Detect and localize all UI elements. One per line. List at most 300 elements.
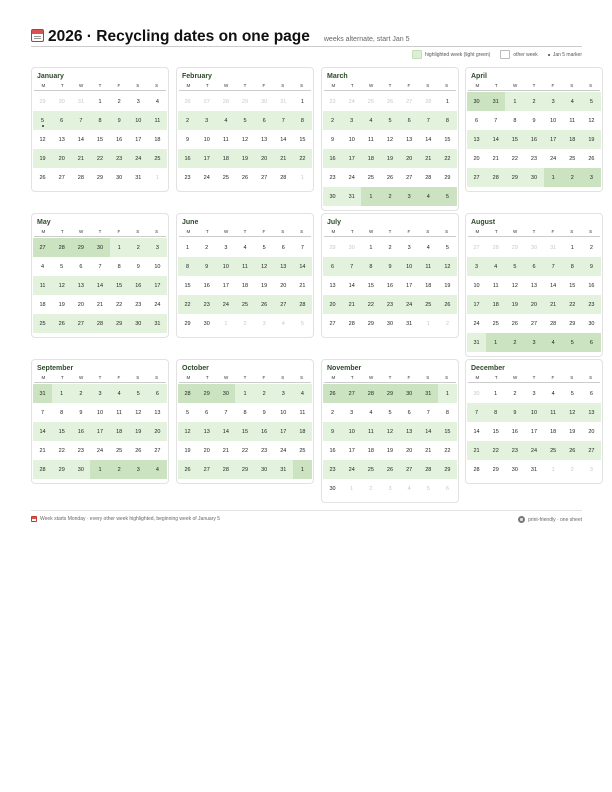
highlighted-week-row <box>323 422 457 441</box>
adjacent-month-day: 30 <box>473 390 480 397</box>
day-cell: 26 <box>135 447 142 454</box>
day-cell: 24 <box>96 447 104 454</box>
weekday-label: M <box>331 83 336 88</box>
day-cell: 16 <box>386 282 394 289</box>
day-cell: 27 <box>588 447 595 454</box>
day-cell: 27 <box>530 320 538 327</box>
day-cell: 9 <box>136 263 140 270</box>
weekday-label: S <box>300 375 304 380</box>
day-cell: 17 <box>96 428 104 435</box>
day-cell: 5 <box>60 263 64 270</box>
day-cell: 20 <box>406 447 413 454</box>
month-card <box>321 359 459 503</box>
day-cell: 8 <box>186 263 190 270</box>
day-cell: 16 <box>511 428 518 435</box>
day-cell: 19 <box>386 155 394 162</box>
day-cell: 25 <box>241 301 249 308</box>
highlighted-week-row <box>33 384 167 403</box>
day-cell: 13 <box>406 428 413 435</box>
day-cell: 24 <box>222 301 229 308</box>
highlighted-week-row <box>467 295 601 314</box>
week-row <box>33 92 167 111</box>
day-cell: 29 <box>116 320 123 327</box>
day-cell: 10 <box>530 409 538 416</box>
day-cell: 21 <box>473 447 480 454</box>
adjacent-month-day: 29 <box>197 384 216 403</box>
adjacent-month-day: 27 <box>473 244 480 251</box>
day-cell: 24 <box>154 301 161 308</box>
weekday-label: T <box>60 375 64 380</box>
highlight-swatch <box>412 50 422 59</box>
adjacent-month-day: 4 <box>281 320 285 327</box>
day-cell: 14 <box>77 136 84 143</box>
day-cell: 17 <box>348 447 355 454</box>
day-cell: 2 <box>513 390 517 397</box>
day-cell: 12 <box>39 136 46 143</box>
month-name: January <box>37 73 64 80</box>
weekday-label: S <box>426 375 430 380</box>
weekday-header <box>32 83 168 88</box>
day-cell: 9 <box>205 263 209 270</box>
weekday-label: T <box>388 83 392 88</box>
adjacent-month-day: 29 <box>511 244 518 251</box>
adjacent-month-day: 3 <box>400 187 419 206</box>
day-cell: 1 <box>513 98 517 105</box>
day-cell: 26 <box>386 174 394 181</box>
day-cell: 25 <box>492 320 499 327</box>
day-cell: 10 <box>473 282 480 289</box>
day-cell: 2 <box>79 390 83 397</box>
week-row <box>33 168 167 187</box>
day-cell: 12 <box>444 263 451 270</box>
adjacent-month-day: 1 <box>551 466 555 473</box>
weekday-label: T <box>350 83 354 88</box>
day-cell: 6 <box>407 117 411 124</box>
day-cell: 21 <box>39 447 46 454</box>
weekday-label: T <box>98 83 102 88</box>
adjacent-month-day: 3 <box>129 460 148 479</box>
day-cell: 20 <box>154 428 161 435</box>
day-cell: 12 <box>386 428 394 435</box>
day-cell: 29 <box>58 466 65 473</box>
week-row <box>467 314 601 333</box>
day-cell: 21 <box>425 447 432 454</box>
day-cell: 29 <box>492 466 499 473</box>
day-cell: 30 <box>329 193 336 200</box>
day-cell: 12 <box>511 282 518 289</box>
weekday-label: S <box>300 229 304 234</box>
day-cell: 13 <box>58 136 65 143</box>
weekday-divider <box>324 382 456 383</box>
day-cell: 21 <box>77 155 84 162</box>
highlighted-week-row <box>467 403 601 422</box>
day-cell: 19 <box>569 428 576 435</box>
day-cell: 6 <box>407 409 411 416</box>
day-cell: 3 <box>532 390 536 397</box>
day-cell: 13 <box>530 282 538 289</box>
day-cell: 23 <box>116 155 123 162</box>
weekday-label: M <box>475 375 480 380</box>
weekday-label: W <box>513 83 518 88</box>
day-cell: 8 <box>570 263 574 270</box>
weekday-label: F <box>117 375 121 380</box>
highlighted-week-row <box>178 422 312 441</box>
day-cell: 7 <box>350 263 354 270</box>
day-cell: 17 <box>154 282 161 289</box>
day-cell: 4 <box>426 244 430 251</box>
day-cell: 17 <box>135 136 142 143</box>
weekday-label: M <box>186 229 191 234</box>
weekday-divider <box>468 90 600 91</box>
day-cell: 1 <box>494 390 498 397</box>
day-cell: 3 <box>350 117 354 124</box>
day-cell: 21 <box>299 282 306 289</box>
week-row <box>323 168 457 187</box>
weekday-divider <box>468 236 600 237</box>
day-cell: 22 <box>444 447 451 454</box>
month-name: May <box>37 219 51 226</box>
day-cell: 9 <box>262 409 266 416</box>
weekday-label: T <box>532 375 536 380</box>
day-cell: 8 <box>117 263 121 270</box>
adjacent-month-day: 27 <box>33 238 52 257</box>
day-cell: 20 <box>588 428 595 435</box>
day-cell: 28 <box>550 320 557 327</box>
day-cell: 8 <box>494 409 498 416</box>
adjacent-month-day: 30 <box>90 238 109 257</box>
day-cell: 27 <box>406 466 413 473</box>
weekday-label: S <box>445 229 449 234</box>
weekday-label: T <box>388 229 392 234</box>
day-cell: 4 <box>494 263 498 270</box>
day-cell: 5 <box>388 117 392 124</box>
highlighted-week-row <box>33 238 167 257</box>
weekday-label: W <box>369 375 374 380</box>
adjacent-month-day: 2 <box>380 187 399 206</box>
day-cell: 18 <box>550 428 557 435</box>
weekday-label: T <box>243 83 247 88</box>
adjacent-month-day: 1 <box>426 320 430 327</box>
day-cell: 1 <box>445 390 449 397</box>
day-cell: 6 <box>589 390 593 397</box>
adjacent-month-day: 5 <box>300 320 304 327</box>
day-cell: 23 <box>203 301 210 308</box>
day-cell: 23 <box>329 174 336 181</box>
day-cell: 9 <box>186 136 190 143</box>
weekday-label: T <box>532 229 536 234</box>
day-cell: 5 <box>589 98 593 105</box>
month-name: September <box>37 365 74 372</box>
weekday-label: T <box>205 83 209 88</box>
weekday-label: S <box>426 83 430 88</box>
day-cell: 29 <box>241 466 249 473</box>
day-cell: 13 <box>203 428 210 435</box>
day-cell: 18 <box>222 155 229 162</box>
weekday-label: S <box>589 83 593 88</box>
day-cell: 10 <box>203 136 210 143</box>
day-cell: 13 <box>261 136 268 143</box>
adjacent-month-day: 30 <box>216 384 235 403</box>
week-row <box>178 92 312 111</box>
day-cell: 25 <box>299 447 306 454</box>
weekday-label: W <box>224 229 229 234</box>
day-cell: 11 <box>242 263 248 270</box>
day-cell: 10 <box>348 428 355 435</box>
day-cell: 23 <box>329 466 336 473</box>
weekday-label: F <box>407 83 411 88</box>
day-cell: 15 <box>299 136 306 143</box>
day-cell: 21 <box>348 301 355 308</box>
day-cell: 1 <box>445 98 449 105</box>
day-cell: 18 <box>367 447 374 454</box>
day-cell: 23 <box>77 447 84 454</box>
day-cell: 16 <box>203 282 210 289</box>
highlighted-week-row <box>323 295 457 314</box>
weekday-label: T <box>388 375 392 380</box>
day-cell: 2 <box>331 117 335 124</box>
day-cell: 17 <box>348 155 355 162</box>
adjacent-month-day: 31 <box>550 244 557 251</box>
day-cell: 31 <box>135 174 142 181</box>
adjacent-month-day: 6 <box>445 485 449 492</box>
day-cell: 19 <box>588 136 595 143</box>
weekday-header <box>466 229 602 234</box>
day-cell: 9 <box>589 263 593 270</box>
adjacent-month-day: 1 <box>224 320 228 327</box>
day-cell: 30 <box>329 485 336 492</box>
weekday-label: F <box>551 229 555 234</box>
day-cell: 8 <box>243 409 247 416</box>
weekday-header <box>32 375 168 380</box>
day-cell: 28 <box>96 320 104 327</box>
day-cell: 11 <box>222 136 229 143</box>
month-card <box>321 213 459 338</box>
day-cell: 11 <box>367 428 374 435</box>
weekday-header <box>177 375 313 380</box>
weekday-label: S <box>281 375 285 380</box>
month-card <box>465 67 603 192</box>
weekday-label: T <box>350 375 354 380</box>
weekday-label: T <box>205 229 209 234</box>
day-cell: 1 <box>243 390 247 397</box>
day-cell: 24 <box>406 301 413 308</box>
weekday-label: T <box>98 375 102 380</box>
day-cell: 6 <box>262 117 266 124</box>
month-card <box>31 213 169 338</box>
day-cell: 11 <box>492 282 499 289</box>
day-cell: 11 <box>425 263 432 270</box>
adjacent-month-day: 4 <box>419 187 438 206</box>
day-cell: 7 <box>475 409 479 416</box>
day-cell: 6 <box>60 117 64 124</box>
adjacent-month-day: 2 <box>505 333 524 352</box>
day-cell: 16 <box>329 447 336 454</box>
highlighted-week-row <box>467 257 601 276</box>
day-cell: 26 <box>569 447 576 454</box>
week-row <box>178 130 312 149</box>
page-title: 2026 · Recycling dates on one page <box>48 28 310 45</box>
weekday-label: T <box>532 83 536 88</box>
adjacent-month-day: 3 <box>582 168 601 187</box>
week-row <box>178 403 312 422</box>
day-cell: 4 <box>41 263 45 270</box>
adjacent-month-day: 1 <box>486 333 505 352</box>
weekday-label: W <box>224 83 229 88</box>
day-cell: 7 <box>79 117 83 124</box>
day-cell: 21 <box>222 447 229 454</box>
adjacent-month-day: 2 <box>570 466 574 473</box>
day-cell: 27 <box>406 174 413 181</box>
month-card <box>176 213 314 338</box>
day-cell: 7 <box>426 409 430 416</box>
day-cell: 30 <box>116 174 123 181</box>
adjacent-month-day: 2 <box>110 460 129 479</box>
weekday-label: W <box>79 83 84 88</box>
day-cell: 2 <box>262 390 266 397</box>
legend-marker-label: Jan 5 marker <box>552 51 582 58</box>
adjacent-month-day: 29 <box>380 384 399 403</box>
day-cell: 9 <box>513 409 517 416</box>
adjacent-month-day: 5 <box>438 187 457 206</box>
weekday-divider <box>324 90 456 91</box>
weekday-label: W <box>513 375 518 380</box>
day-cell: 28 <box>299 301 306 308</box>
day-cell: 28 <box>39 466 46 473</box>
highlighted-week-row <box>178 460 312 479</box>
adjacent-month-day: 31 <box>33 384 52 403</box>
adjacent-month-day: 5 <box>426 485 430 492</box>
adjacent-month-day: 24 <box>348 98 355 105</box>
day-cell: 1 <box>117 244 121 251</box>
day-cell: 30 <box>261 466 268 473</box>
day-cell: 25 <box>550 447 557 454</box>
day-cell: 15 <box>116 282 123 289</box>
day-cell: 22 <box>492 447 499 454</box>
adjacent-month-day: 1 <box>300 174 304 181</box>
day-cell: 20 <box>406 155 413 162</box>
day-cell: 19 <box>511 301 518 308</box>
week-row <box>467 149 601 168</box>
day-cell: 17 <box>280 428 287 435</box>
adjacent-month-day: 2 <box>369 485 373 492</box>
day-cell: 18 <box>39 301 46 308</box>
adjacent-month-day: 26 <box>323 384 342 403</box>
weekday-label: M <box>41 375 46 380</box>
highlighted-week-row <box>178 111 312 130</box>
week-row <box>178 441 312 460</box>
day-cell: 15 <box>367 282 374 289</box>
legend-highlighted-label: highlighted week (light green) <box>425 51 491 58</box>
adjacent-month-day: 26 <box>184 98 191 105</box>
highlighted-week-row <box>323 257 457 276</box>
day-cell: 5 <box>445 244 449 251</box>
week-row <box>178 276 312 295</box>
day-cell: 25 <box>222 174 229 181</box>
weekday-header <box>177 83 313 88</box>
month-card <box>465 359 603 484</box>
day-cell: 15 <box>96 136 104 143</box>
month-name: July <box>327 219 342 226</box>
day-cell: 1 <box>570 244 574 251</box>
weekday-divider <box>34 382 166 383</box>
day-cell: 2 <box>589 244 593 251</box>
week-row <box>467 384 601 403</box>
day-cell: 20 <box>77 301 84 308</box>
weekday-label: S <box>589 229 593 234</box>
weekday-label: W <box>369 229 374 234</box>
week-row <box>467 422 601 441</box>
adjacent-month-day: 4 <box>407 485 411 492</box>
month-name: October <box>182 365 209 372</box>
day-cell: 27 <box>329 320 336 327</box>
day-cell: 29 <box>96 174 104 181</box>
day-cell: 3 <box>281 390 285 397</box>
adjacent-month-day: 29 <box>71 238 90 257</box>
highlighted-week-row <box>467 168 601 187</box>
day-cell: 22 <box>511 155 518 162</box>
adjacent-month-day: 29 <box>329 244 336 251</box>
weekday-label: F <box>407 229 411 234</box>
weekday-divider <box>34 90 166 91</box>
day-cell: 3 <box>350 409 354 416</box>
footer-print <box>518 516 582 523</box>
day-cell: 24 <box>550 155 557 162</box>
weekday-label: F <box>262 375 266 380</box>
adjacent-month-day: 27 <box>342 384 361 403</box>
day-cell: 31 <box>406 320 413 327</box>
day-cell: 20 <box>203 447 210 454</box>
adjacent-month-day: 28 <box>361 384 380 403</box>
day-cell: 27 <box>261 174 268 181</box>
month-name: December <box>471 365 505 372</box>
weekday-label: F <box>551 375 555 380</box>
week-row <box>323 130 457 149</box>
weekday-label: F <box>407 375 411 380</box>
day-cell: 5 <box>243 117 247 124</box>
legend-other-label: other week <box>513 51 538 58</box>
day-cell: 31 <box>348 193 355 200</box>
weekday-label: M <box>331 229 336 234</box>
weekday-divider <box>324 236 456 237</box>
week-row <box>33 403 167 422</box>
day-cell: 30 <box>530 174 538 181</box>
day-cell: 4 <box>155 98 159 105</box>
day-cell: 25 <box>154 155 161 162</box>
weekday-label: T <box>205 375 209 380</box>
weekday-header <box>466 375 602 380</box>
day-cell: 18 <box>492 301 499 308</box>
day-cell: 9 <box>331 136 335 143</box>
day-cell: 24 <box>348 466 355 473</box>
adjacent-month-day: 1 <box>350 485 354 492</box>
highlighted-week-row <box>323 460 457 479</box>
day-cell: 25 <box>569 155 576 162</box>
day-cell: 7 <box>41 409 45 416</box>
weekday-label: M <box>186 83 191 88</box>
day-cell: 31 <box>154 320 161 327</box>
weekday-label: S <box>155 375 159 380</box>
weekday-label: M <box>41 83 46 88</box>
day-cell: 23 <box>588 301 595 308</box>
weekday-label: F <box>117 229 121 234</box>
day-cell: 8 <box>445 409 449 416</box>
day-cell: 29 <box>511 174 518 181</box>
day-cell: 12 <box>184 428 191 435</box>
highlighted-week-row <box>178 384 312 403</box>
day-cell: 18 <box>367 155 374 162</box>
weekday-label: F <box>262 229 266 234</box>
day-cell: 28 <box>348 320 355 327</box>
